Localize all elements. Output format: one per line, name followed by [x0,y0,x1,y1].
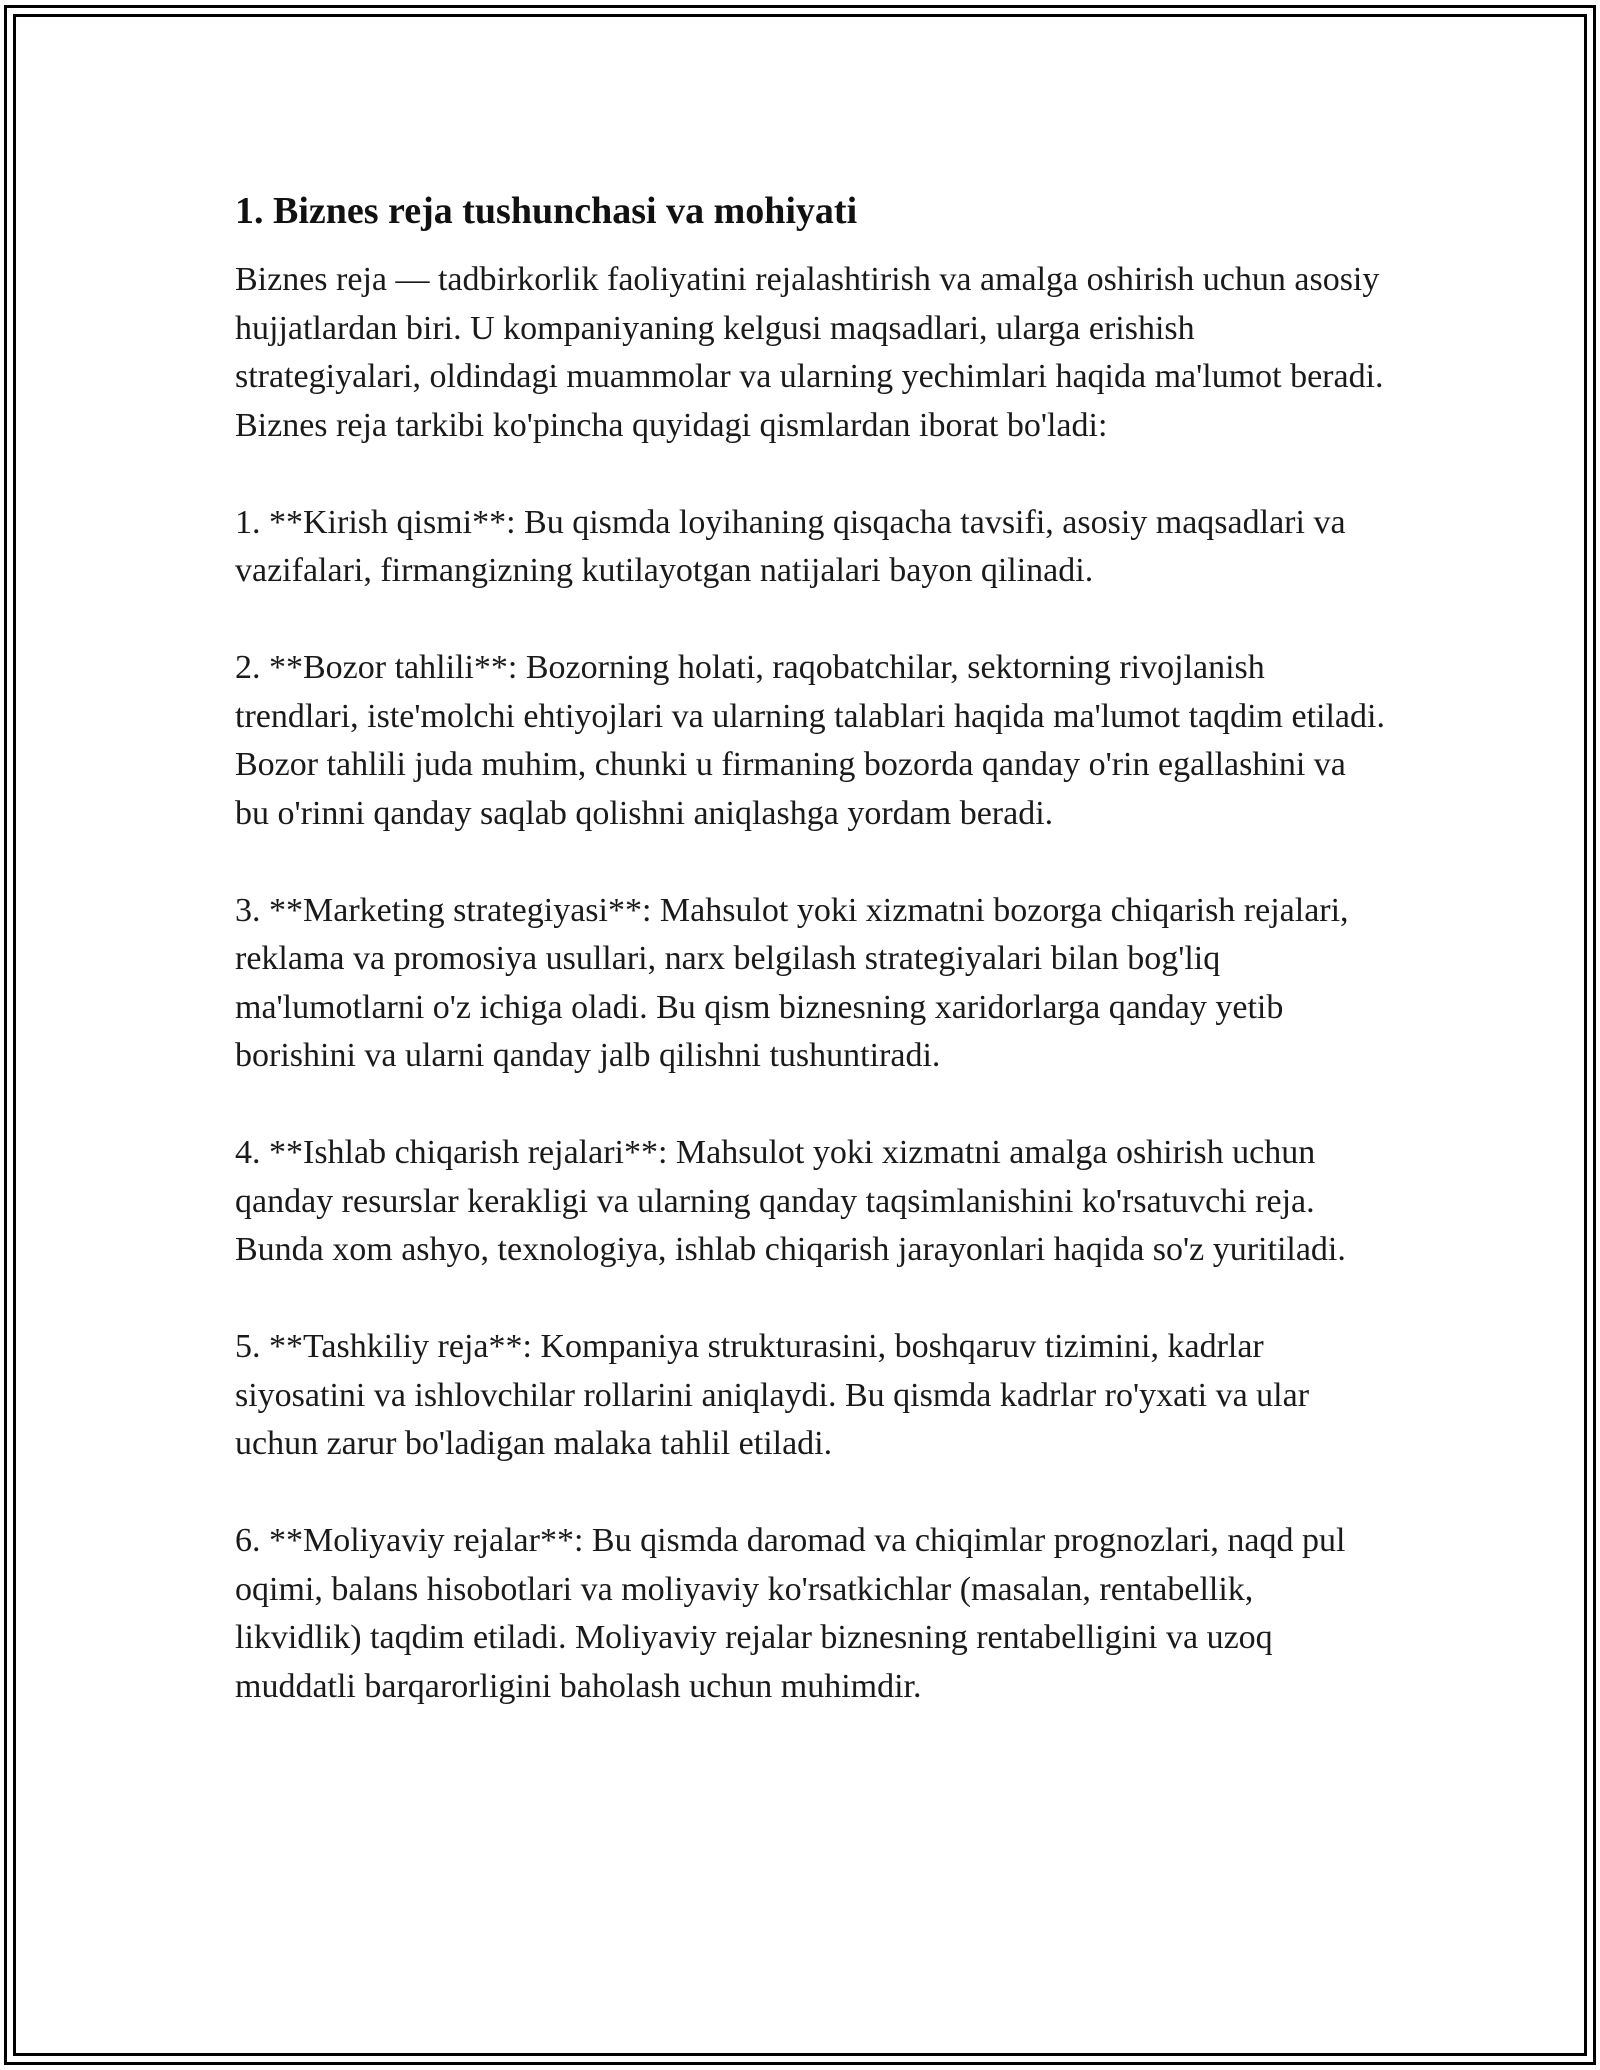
intro-paragraph: Biznes reja — tadbirkorlik faoliyatini rejalashtirish va amalga oshirish uchun asosiy hujjatlardan biri. U kompaniyaning kelgusi maqsadlari, ularga erishish strategiyalari, oldindagi muammolar va ularning yechimlari haqida ma'lumot beradi. Biznes reja tarkibi ko'pincha quyidagi qismlardan iborat bo'ladi: [235,261,1384,444]
list-item-moliyaviy: 6. **Moliyaviy rejalar**: Bu qismda daromad va chiqimlar prognozlari, naqd pul oqimi, balans hisobotlari va moliyaviy ko'rsatkichlar (masalan, rentabellik, likvidlik) taqdim etiladi. Moliyaviy rejalar biznesning rentabelligini va uzoq muddatli barqarorligini baholash uchun muhimdir. [235,1522,1346,1705]
list-item-tashkiliy: 5. **Tashkiliy reja**: Kompaniya strukturasini, boshqaruv tizimini, kadrlar siyosatini va ishlovchilar rollarini aniqlaydi. Bu qismda kadrlar ro'yxati va ular uchun zarur bo'ladigan malaka tahlil etiladi. [235,1328,1310,1462]
document-body [235,187,1385,1760]
list-item-marketing: 3. **Marketing strategiyasi**: Mahsulot yoki xizmatni bozorga chiqarish rejalari, reklama va promosiya usullari, narx belgilash strategiyalari bilan bog'liq ma'lumotlarni o'z ichiga oladi. Bu qism biznesning xaridorlarga qanday yetib borishini va ularni qanday jalb qilishni tushuntiradi. [235,891,1349,1074]
list-item-bozor-tahlili: 2. **Bozor tahlili**: Bozorning holati, raqobatchilar, sektorning rivojlanish trendlari, iste'molchi ehtiyojlari va ularning talablari haqida ma'lumot taqdim etiladi. Bozor tahlili juda muhim, chunki u firmaning bozorda qanday o'rin egallashini va bu o'rinni qanday saqlab qolishni aniqlashga yordam beradi. [235,649,1385,832]
section-title: 1. Biznes reja tushunchasi va mohiyati [235,190,858,232]
list-item-ishlab-chiqarish: 4. **Ishlab chiqarish rejalari**: Mahsulot yoki xizmatni amalga oshirish uchun qanday resurslar kerakligi va ularning qanday taqsimlanishini ko'rsatuvchi reja. Bunda xom ashyo, texnologiya, ishlab chiqarish jarayonlari haqida so'z yuritiladi. [235,1134,1346,1268]
list-item-kirish: 1. **Kirish qismi**: Bu qismda loyihaning qisqacha tavsifi, asosiy maqsadlari va vazifalari, firmangizning kutilayotgan natijalari bayon qilinadi. [235,503,1346,589]
